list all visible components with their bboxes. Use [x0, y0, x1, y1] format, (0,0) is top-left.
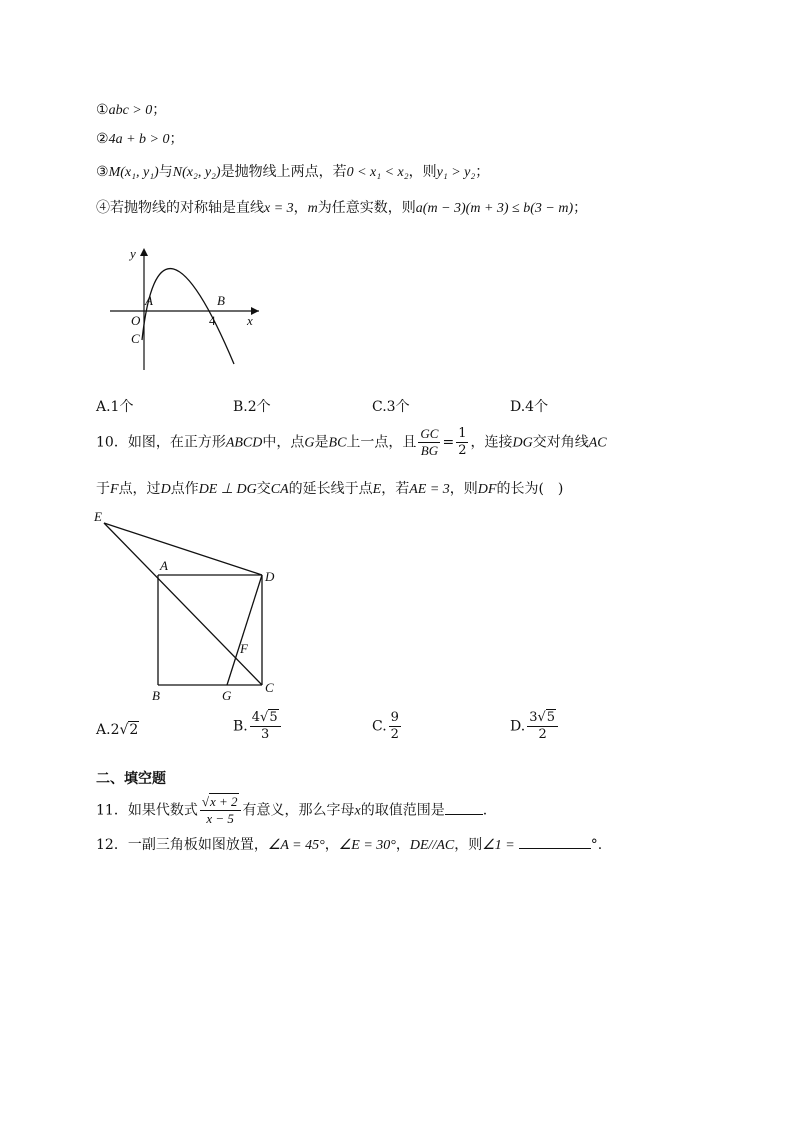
point-n-coord: (x₂, y₂): [182, 165, 221, 180]
q10-choice-c[interactable]: [372, 710, 403, 743]
q10-text-2c: 点作: [170, 481, 199, 497]
ratio-half: [456, 426, 468, 459]
q12-sep1: ，: [324, 837, 339, 853]
q11-x: x: [354, 803, 361, 819]
q9-choice-b[interactable]: B.2个: [233, 399, 271, 415]
statement-4-text1: 若抛物线的对称轴是直线: [110, 200, 264, 216]
q12-then: ，则: [454, 837, 483, 853]
q10-text-2b: 点，过: [118, 481, 161, 497]
y-axis-arrow-icon: [140, 248, 148, 256]
q9-choice-d[interactable]: D.4个: [510, 399, 549, 415]
q11-end: .: [482, 802, 488, 819]
label-b: B: [217, 293, 225, 308]
point-d: D: [160, 482, 171, 497]
statement-3-result: y₁ > y₂: [436, 165, 476, 180]
choice-b-label: B.: [233, 718, 248, 735]
ratio-den: BG: [420, 443, 439, 458]
q10-text-2d: 交: [256, 481, 271, 497]
choice-c-label: C.: [372, 718, 387, 735]
q10-line-2: [96, 480, 563, 499]
choice-b-den: 3: [261, 727, 270, 742]
choice-c-num: 9: [390, 710, 399, 725]
q10-text-b: 中，点: [262, 434, 305, 451]
q10-text-2h: 的长为( ): [496, 481, 564, 497]
half-num: 1: [458, 426, 467, 441]
point-m-coord: (x₁, y₁): [120, 165, 159, 180]
q10-text-e: ，连接: [470, 434, 513, 451]
q12: [96, 836, 602, 855]
q10-text-f: 交对角线: [532, 434, 589, 451]
segment-ac: AC: [588, 435, 607, 451]
statement-2: [96, 130, 183, 149]
q11-fraction: [200, 794, 241, 827]
label-y: y: [130, 246, 136, 261]
q10-eq: =: [442, 434, 455, 451]
q10-text-c: 是: [314, 434, 329, 451]
choice-a-radicand: 2: [129, 722, 139, 738]
label-g: G: [222, 688, 232, 700]
label-4: 4: [209, 313, 216, 328]
ae-value: AE = 3: [409, 482, 450, 497]
q10-text-a: 10．如图，在正方形: [96, 434, 226, 451]
label-o: O: [131, 313, 141, 328]
statement-3-text: 是抛物线上两点，若: [220, 164, 347, 180]
line-ec: [104, 523, 262, 685]
statement-1-end: ；: [152, 102, 167, 118]
parabola-figure: [104, 244, 264, 374]
half-den: 2: [458, 443, 467, 458]
statement-1: [96, 101, 166, 120]
statement-1-expr: abc > 0: [108, 103, 153, 118]
choice-b-radicand: 5: [269, 710, 278, 725]
statement-4-axis: x = 3: [264, 201, 294, 216]
q11-answer-blank[interactable]: [445, 814, 483, 815]
q10-text-2e: 的延长线于点: [288, 481, 373, 497]
label-c: C: [131, 331, 140, 346]
parallel-de-ac: DE//AC: [409, 838, 455, 853]
choice-d-label: D.: [510, 718, 526, 735]
statement-4-end: ；: [573, 200, 588, 216]
angle-e: ∠E = 30°: [338, 838, 396, 853]
statement-2-end: ；: [169, 131, 184, 147]
sqrt-sign-icon: √: [201, 794, 209, 809]
q11: [96, 794, 487, 827]
angle-a: ∠A = 45°: [267, 838, 325, 853]
statement-1-mark: ①: [96, 102, 109, 118]
point-e: E: [372, 482, 382, 497]
statement-4-text2: ，: [293, 200, 308, 216]
segment-ca: CA: [270, 482, 289, 497]
statement-4: [96, 199, 587, 218]
ratio-num: GC: [420, 426, 439, 441]
q12-answer-blank[interactable]: [519, 848, 591, 849]
q10-choice-d[interactable]: [510, 710, 560, 743]
point-n: N: [172, 165, 183, 180]
label-b: B: [152, 688, 160, 700]
sqrt-sign-icon: √: [119, 722, 129, 738]
label-d: D: [265, 569, 275, 584]
q11-radicand: x + 2: [209, 794, 238, 809]
statement-4-mark: ④: [96, 200, 110, 216]
q12-end: °.: [590, 837, 603, 853]
label-x: x: [247, 313, 253, 328]
point-f: F: [110, 482, 119, 497]
segment-dg: DG: [512, 435, 533, 451]
label-a: A: [145, 293, 153, 308]
choice-c-frac: [389, 710, 401, 743]
statement-4-ineq: a(m − 3)(m + 3) ≤ b(3 − m): [415, 201, 574, 216]
segment-bc: BC: [328, 435, 347, 451]
label-c: C: [265, 680, 274, 695]
q10-line-1: [96, 426, 607, 459]
q12-prefix: 12．一副三角板如图放置，: [96, 837, 268, 853]
statement-3-mark: ③: [96, 164, 109, 180]
point-g: G: [304, 435, 315, 451]
line-ed: [104, 523, 262, 575]
q11-prefix: 11．如果代数式: [96, 802, 198, 819]
q12-sep2: ，: [395, 837, 410, 853]
parabola-curve: [142, 269, 234, 364]
q11-suffix2: 的取值范围是: [360, 802, 445, 819]
statement-3-cond: 0 < x₁ < x₂: [346, 165, 409, 180]
label-e: E: [94, 509, 102, 524]
q10-choice-a[interactable]: [96, 722, 139, 738]
choice-d-den: 2: [538, 727, 547, 742]
q11-suffix: 有意义，那么字母: [242, 802, 355, 819]
ratio-gc-bg: [418, 426, 440, 459]
choice-c-den: 2: [390, 727, 399, 742]
perp-de-dg: DE ⊥ DG: [198, 482, 257, 497]
choice-b-num-coef: 4: [251, 710, 261, 725]
statement-4-text3: 为任意实数，则: [317, 200, 416, 216]
q9-choice-c[interactable]: C.3个: [372, 399, 410, 415]
statement-4-m: m: [307, 201, 318, 216]
choice-d-frac: [527, 710, 558, 743]
q11-den: x − 5: [206, 811, 234, 826]
statement-3: [96, 163, 489, 182]
choice-d-radicand: 5: [546, 710, 556, 725]
point-m: M: [108, 165, 121, 180]
square-figure: [90, 505, 290, 700]
sqrt-sign-icon: √: [260, 710, 269, 725]
q10-text-2g: ，则: [449, 481, 478, 497]
q10-text-d: 上一点，且: [346, 434, 417, 451]
section-title: 二、填空题: [96, 771, 166, 787]
angle-1: ∠1 =: [482, 838, 515, 853]
statement-3-then: ，则: [408, 164, 437, 180]
q9-choice-a[interactable]: A.1个: [96, 399, 134, 415]
choice-a-label: A.: [96, 722, 111, 738]
statement-2-expr: 4a + b > 0: [108, 132, 170, 147]
choice-b-frac: [250, 710, 281, 743]
statement-3-end: ；: [475, 164, 490, 180]
q10-text-2a: 于: [96, 481, 110, 497]
square-abcd: ABCD: [225, 435, 263, 451]
sqrt-sign-icon: √: [537, 710, 546, 725]
q10-choice-b[interactable]: [233, 710, 283, 743]
label-f: F: [240, 641, 248, 656]
choice-a-coef: 2: [110, 722, 120, 738]
q10-text-2f: ，若: [381, 481, 410, 497]
statement-2-mark: ②: [96, 131, 109, 147]
line-dg: [227, 575, 262, 685]
segment-df: DF: [477, 482, 497, 497]
label-a: A: [160, 558, 168, 573]
choice-d-num-coef: 3: [529, 710, 538, 725]
statement-3-with: 与: [158, 164, 173, 180]
